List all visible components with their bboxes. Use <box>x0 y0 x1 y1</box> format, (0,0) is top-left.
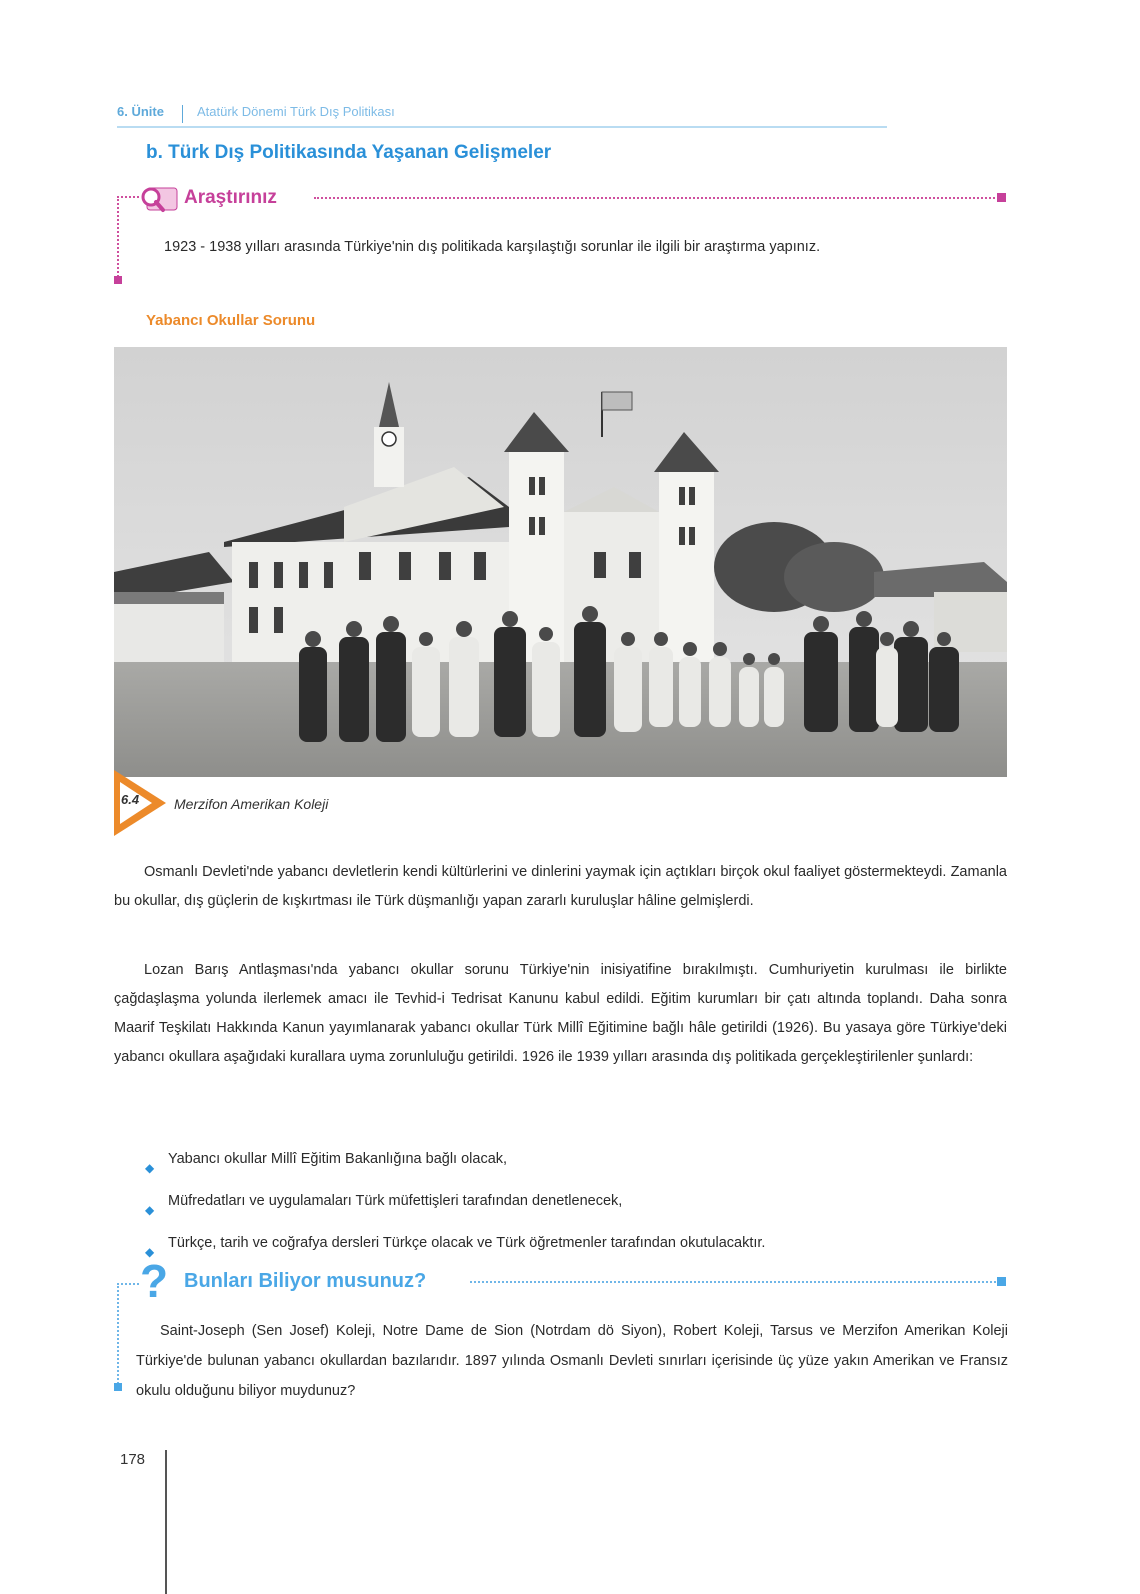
research-border-left-top <box>117 196 139 198</box>
bullet-icon: ◆ <box>145 1161 155 1175</box>
page-header <box>117 104 887 128</box>
rules-list <box>140 1145 1000 1271</box>
know-border-end-square <box>997 1277 1006 1286</box>
research-text: 1923 - 1938 yılları arasında Türkiye'nin dış politikada karşılaştığı sorunlar ile ilgili bir araştırma yapınız. <box>164 239 821 255</box>
list-item <box>140 1229 1000 1271</box>
research-border-top <box>314 197 1002 199</box>
page-number: 178 <box>120 1451 146 1468</box>
know-border-left-top <box>117 1283 139 1285</box>
list-item-text: Türkçe, tarih ve coğrafya dersleri Türkçe olacak ve Türk öğretmenler tarafından okutulacaktır. <box>168 1235 766 1251</box>
body-paragraph: Lozan Barış Antlaşması'nda yabancı okullar sorunu Türkiye'nin inisiyatifine bırakılmıştı. Cumhuriyetin kurulması ile birlikte çağdaşlaşma yolunda ilerlemek amacı ile Tevhid-i Tedrisat Kanunu kabul edildi. Eğitim kurumları bir çatı altında toplandı. Daha sonra Maarif Teşkilatı Hakkında Kanun yayımlanarak yabancı okullar Türk Millî Eğitimine bağlı hâle getirildi (1926). Bu yasaya göre Türkiye'deki yabancı okullara aşağıdaki kurallara uyma zorunluluğu getirildi. 1926 ile 1939 yılları arasında dış politikada gerçekleştirilenler şunlardı: <box>114 962 1007 1065</box>
unit-label: 6. Ünite <box>117 104 164 119</box>
question-mark-icon: ? <box>140 1255 169 1307</box>
bullet-icon: ◆ <box>145 1245 155 1259</box>
header-divider <box>182 105 183 123</box>
section-title: b. Türk Dış Politikasında Yaşanan Gelişmeler <box>146 142 552 163</box>
bullet-icon: ◆ <box>145 1203 155 1217</box>
body-paragraph: Osmanlı Devleti'nde yabancı devletlerin kendi kültürlerini ve dinlerini yaymak için açtıkları birçok okul faaliyet göstermekteydi. Zamanla bu okullar, dış güçlerin de kışkırtması ile Türk düşmanlığı yapan zararlı kuruluşlar hâline gelmişlerdi. <box>114 864 1007 909</box>
list-item-text: Yabancı okullar Millî Eğitim Bakanlığına bağlı olacak, <box>168 1151 508 1167</box>
research-border-start-square <box>114 276 122 284</box>
know-text: Saint-Joseph (Sen Josef) Koleji, Notre Dame de Sion (Notrdam dö Siyon), Robert Koleji, Tarsus ve Merzifon Amerikan Koleji Türkiye'de bulunan yabancı okullardan bazılarıdır. 1897 yılında Osmanlı Devleti sınırları içerisinde üç yüze yakın Amerikan ve Fransız okulu olduğunu biliyor muydunuz? <box>136 1323 1008 1399</box>
unit-title: Atatürk Dönemi Türk Dış Politikası <box>197 104 395 119</box>
magnifier-icon <box>137 184 181 219</box>
sub-heading: Yabancı Okullar Sorunu <box>146 312 316 329</box>
research-border-end-square <box>997 193 1006 202</box>
list-item-text: Müfredatları ve uygulamaları Türk müfettişleri tarafından denetlenecek, <box>168 1193 623 1209</box>
research-border-left <box>117 196 119 280</box>
figure-caption: Merzifon Amerikan Koleji <box>174 796 329 812</box>
know-title: Bunları Biliyor musunuz? <box>184 1270 427 1292</box>
know-border-start-square <box>114 1383 122 1391</box>
college-photo <box>114 347 1007 777</box>
know-border-top <box>470 1281 1000 1283</box>
list-item <box>140 1187 1000 1229</box>
page-margin-line <box>165 1450 167 1594</box>
know-border-left <box>117 1283 119 1388</box>
list-item <box>140 1145 1000 1187</box>
research-title: Araştırınız <box>184 187 277 208</box>
figure-number: 6.4 <box>121 792 140 807</box>
